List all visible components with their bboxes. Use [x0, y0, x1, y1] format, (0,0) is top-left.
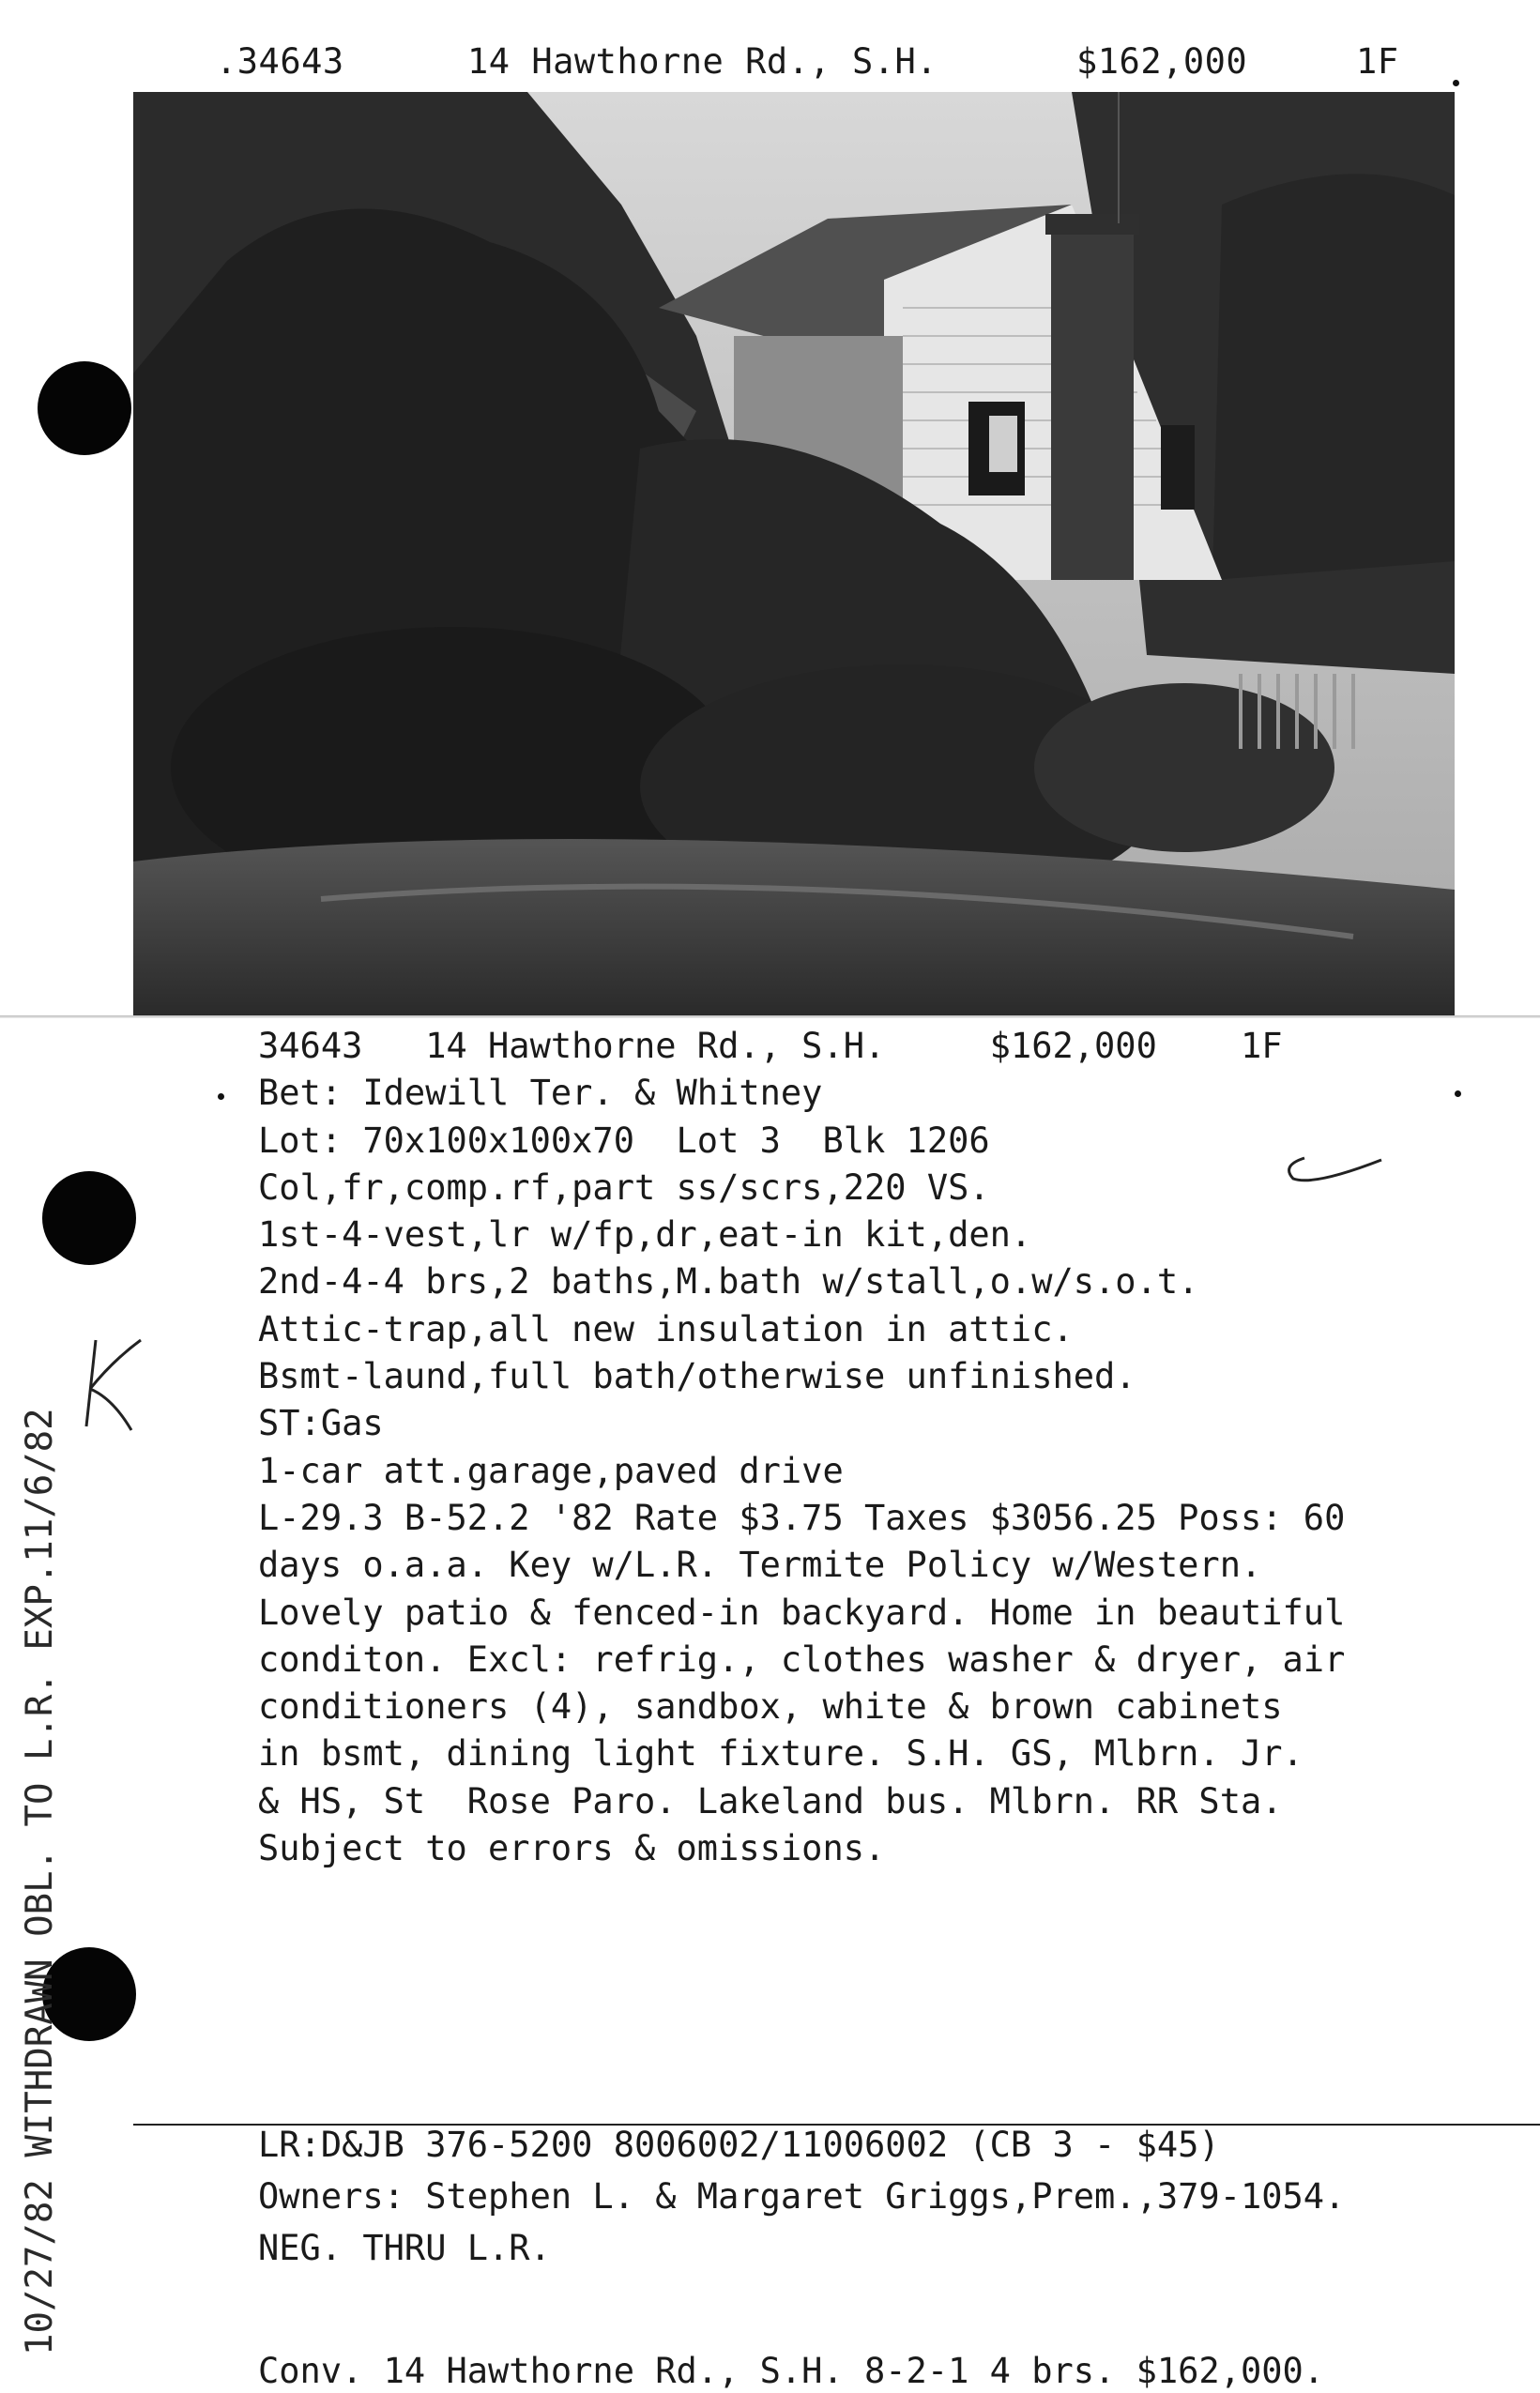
footer-line: Owners: Stephen L. & Margaret Griggs,Prem.,379-1054.	[258, 2176, 1346, 2217]
listing-line: 1st-4-vest,lr w/fp,dr,eat-in kit,den.	[258, 1214, 1032, 1256]
listing-address: 14 Hawthorne Rd., S.H.	[467, 41, 938, 82]
withdrawn-stamp: 10/27/82 WITHDRAWN OBL. TO L.R. EXP.11/6/82	[19, 1408, 61, 2355]
margin-dot	[218, 1093, 224, 1100]
listing-line: conditon. Excl: refrig., clothes washer & dryer, air	[258, 1639, 1346, 1680]
listing-line: 2nd-4-4 brs,2 baths,M.bath w/stall,o.w/s.o.t.	[258, 1261, 1199, 1303]
listing-line: ST:Gas	[258, 1403, 384, 1444]
house-photo	[133, 92, 1455, 1016]
listing-line: Col,fr,comp.rf,part ss/scrs,220 VS.	[258, 1166, 990, 1208]
listing-price: $162,000	[1076, 41, 1248, 82]
listing-type: 1F	[1356, 41, 1399, 82]
listing-line: Bsmt-laund,full bath/otherwise unfinished.	[258, 1356, 1136, 1397]
listing-line: days o.a.a. Key w/L.R. Termite Policy w/Western.	[258, 1545, 1262, 1586]
listing-line: & HS, St Rose Paro. Lakeland bus. Mlbrn. RR Sta.	[258, 1780, 1283, 1821]
listing-line: Lot: 70x100x100x70 Lot 3 Blk 1206	[258, 1120, 990, 1161]
check-mark	[1276, 1147, 1389, 1194]
margin-dot	[1453, 80, 1459, 86]
listing-line: Lovely patio & fenced-in backyard. Home in beautiful	[258, 1592, 1346, 1633]
listing-line: L-29.3 B-52.2 '82 Rate $3.75 Taxes $3056.25 Poss: 60	[258, 1497, 1346, 1538]
listing-line: Bet: Idewill Ter. & Whitney	[258, 1073, 823, 1114]
footer-line: NEG. THRU L.R.	[258, 2228, 551, 2268]
punch-hole-middle	[42, 1171, 136, 1265]
handwritten-k-mark	[75, 1333, 150, 1436]
footer-details	[258, 2119, 1516, 2274]
house-photo-drawing	[133, 92, 1455, 1016]
listing-line: 34643 14 Hawthorne Rd., S.H. $162,000 1F	[258, 1026, 1283, 1066]
listing-line: conditioners (4), sandbox, white & brown cabinets	[258, 1686, 1283, 1728]
listing-number: .34643	[216, 41, 344, 82]
listing-line: Subject to errors & omissions.	[258, 1828, 886, 1869]
fold-line	[0, 1015, 1540, 1018]
listing-line: Attic-trap,all new insulation in attic.	[258, 1308, 1074, 1349]
listing-line: 1-car att.garage,paved drive	[258, 1450, 844, 1491]
conveyance-line: Conv. 14 Hawthorne Rd., S.H. 8-2-1 4 brs. $162,000.	[258, 2351, 1325, 2391]
footer-line: LR:D&JB 376-5200 8006002/11006002 (CB 3 - $45)	[258, 2125, 1220, 2165]
punch-hole-top	[38, 361, 131, 455]
listing-line: in bsmt, dining light fixture. S.H. GS, Mlbrn. Jr.	[258, 1733, 1304, 1775]
header-line	[216, 41, 1436, 88]
